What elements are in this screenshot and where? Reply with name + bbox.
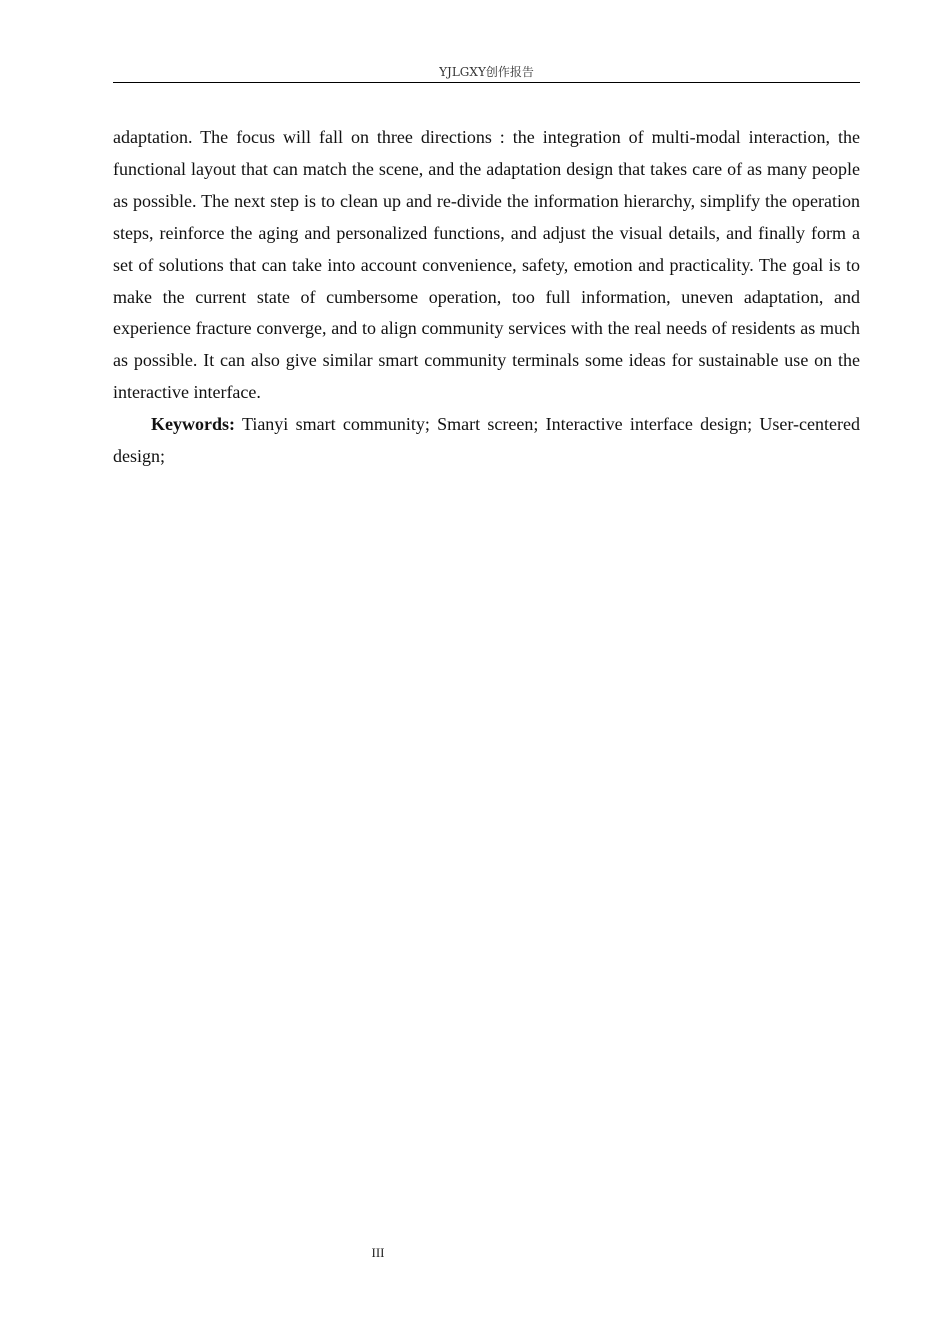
keywords-text: Tianyi smart community; Smart screen; Interactive interface design; User-centered design;	[113, 414, 860, 467]
keywords-label: Keywords:	[151, 414, 235, 435]
keywords-line	[113, 409, 860, 473]
abstract-paragraph: adaptation. The focus will fall on three directions : the integration of multi-modal interaction, the functional layout that can match the scene, and the adaptation design that takes care of as many people as possible. The next step is to clean up and re-divide the information hierarchy, simplify the operation steps, reinforce the aging and personalized functions, and adjust the visual details, and finally form a set of solutions that can take into account convenience, safety, emotion and practicality. The goal is to make the current state of cumbersome operation, too full information, uneven adaptation, and experience fracture converge, and to align community services with the real needs of residents as much as possible. It can also give similar smart community terminals some ideas for sustainable use on the interactive interface.	[113, 127, 860, 403]
abstract-body	[113, 122, 860, 473]
page-number: III	[371, 1245, 385, 1260]
page-header	[113, 64, 860, 83]
header-title: YJLGXY创作报告	[439, 65, 534, 79]
